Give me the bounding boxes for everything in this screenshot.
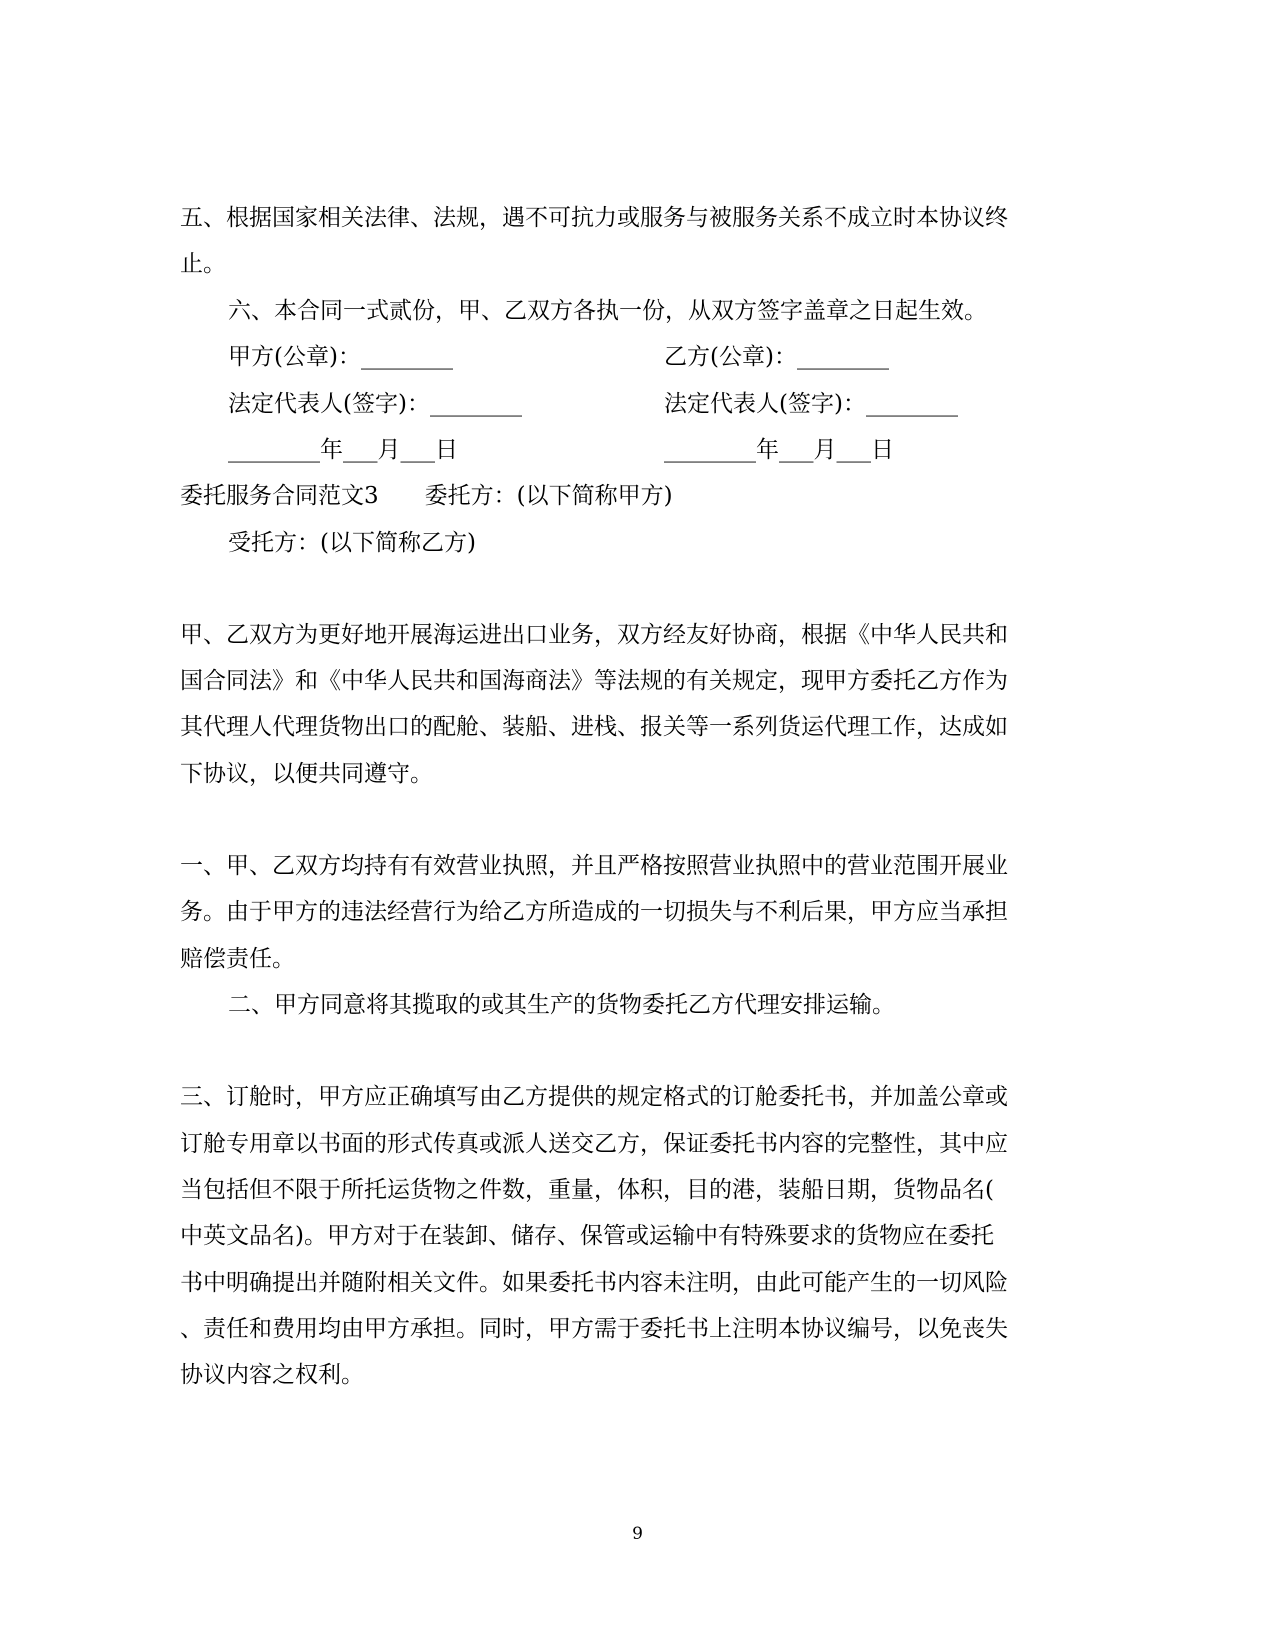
party-a-representative: 法定代表人(签字)：________: [228, 391, 522, 417]
clause3-line-5: 书中明确提出并随附相关文件。如果委托书内容未注明，由此可能产生的一切风险: [180, 1270, 1008, 1296]
party-b-seal: 乙方(公章)：________: [664, 344, 889, 370]
clause3-line-1: 三、订舱时，甲方应正确填写由乙方提供的规定格式的订舱委托书，并加盖公章或: [180, 1084, 1008, 1110]
preamble-line-2: 国合同法》和《中华人民共和国海商法》等法规的有关规定，现甲方委托乙方作为: [180, 668, 1008, 694]
clause3-line-2: 订舱专用章以书面的形式传真或派人送交乙方，保证委托书内容的完整性，其中应: [180, 1131, 1008, 1157]
clause3-line-3: 当包括但不限于所托运货物之件数，重量，体积，目的港，装船日期，货物品名(: [180, 1177, 994, 1203]
clause1-line-2: 务。由于甲方的违法经营行为给乙方所造成的一切损失与不利后果，甲方应当承担: [180, 899, 1008, 925]
contract3-heading: 委托服务合同范文3 委托方：(以下简称甲方): [180, 483, 673, 509]
preamble-line-4: 下协议，以便共同遵守。: [180, 761, 433, 787]
party-b-date: ________年___月___日: [664, 437, 894, 463]
contract3-entrusted-party: 受托方：(以下简称乙方): [228, 530, 476, 556]
clause3-line-4: 中英文品名)。甲方对于在装卸、储存、保管或运输中有特殊要求的货物应在委托: [180, 1223, 994, 1249]
party-a-seal: 甲方(公章)：________: [228, 344, 453, 370]
party-a-date: ________年___月___日: [228, 437, 458, 463]
clause2: 二、甲方同意将其揽取的或其生产的货物委托乙方代理安排运输。: [228, 992, 895, 1018]
section6: 六、本合同一式贰份，甲、乙双方各执一份，从双方签字盖章之日起生效。: [228, 298, 987, 324]
clause3-line-7: 协议内容之权利。: [180, 1362, 364, 1388]
preamble-line-1: 甲、乙双方为更好地开展海运进出口业务，双方经友好协商，根据《中华人民共和: [180, 622, 1008, 648]
party-b-representative: 法定代表人(签字)：________: [664, 391, 958, 417]
clause1-line-1: 一、甲、乙双方均持有有效营业执照，并且严格按照营业执照中的营业范围开展业: [180, 853, 1008, 879]
preamble-line-3: 其代理人代理货物出口的配舱、装船、进栈、报关等一系列货运代理工作，达成如: [180, 714, 1008, 740]
page-number: 9: [632, 1524, 643, 1544]
clause1-line-3: 赔偿责任。: [180, 946, 295, 972]
section5-line-2: 止。: [180, 251, 226, 277]
clause3-line-6: 、责任和费用均由甲方承担。同时，甲方需于委托书上注明本协议编号，以免丧失: [180, 1316, 1008, 1342]
section5-line-1: 五、根据国家相关法律、法规，遇不可抗力或服务与被服务关系不成立时本协议终: [180, 205, 1008, 231]
